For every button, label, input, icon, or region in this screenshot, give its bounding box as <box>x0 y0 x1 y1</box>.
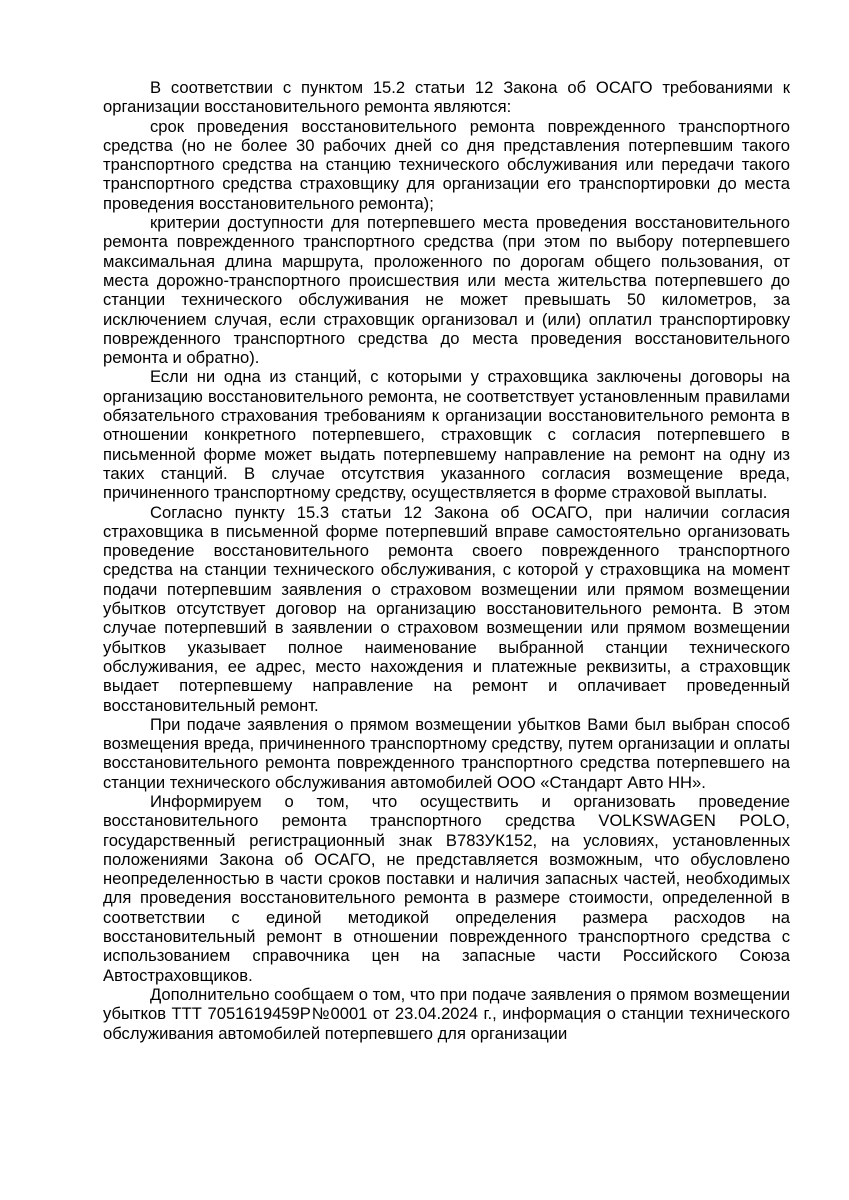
paragraph-chosen-method: При подаче заявления о прямом возмещении убытков Вами был выбран способ возмещения вреда, причиненного транспортному средству, путем организации и оплаты восстановительного ремонта поврежденного транспортного средства потерпевшего на станции технического обслуживания автомобилей ООО «Стандарт Авто НН». <box>103 714 790 792</box>
paragraph-osago-15-3: Согласно пункту 15.3 статьи 12 Закона об ОСАГО, при наличии согласия страховщика в письменной форме потерпевший вправе самостоятельно организовать проведение восстановительного ремонта своего поврежденного транспортного средства на станции технического обслуживания, с которой у страховщика на момент подачи потерпевшим заявления о страховом возмещении или прямом возмещении убытков отсутствует договор на организацию восстановительного ремонта. В этом случае потерпевший в заявлении о страховом возмещении или прямом возмещении убытков указывает полное наименование выбранной станции технического обслуживания, ее адрес, место нахождения и платежные реквизиты, а страховщик выдает потерпевшему направление на ремонт и оплачивает проведенный восстановительный ремонт. <box>103 502 790 715</box>
paragraph-osago-15-2: В соответствии с пунктом 15.2 статьи 12 Закона об ОСАГО требованиями к организации восстановительного ремонта являются: <box>103 78 790 117</box>
paragraph-additional-info: Дополнительно сообщаем о том, что при подаче заявления о прямом возмещении убытков ТТТ 7051619459P№0001 от 23.04.2024 г., информация о станции технического обслуживания автомобилей потерпевшего для организации <box>103 984 790 1043</box>
paragraph-no-matching-station: Если ни одна из станций, с которыми у страховщика заключены договоры на организацию восстановительного ремонта, не соответствует установленным правилами обязательного страхования требованиям к организации восстановительного ремонта в отношении конкретного потерпевшего, страховщик с согласия потерпевшего в письменной форме может выдать потерпевшему направление на ремонт на одну из таких станций. В случае отсутствия указанного согласия возмещение вреда, причиненного транспортному средству, осуществляется в форме страховой выплаты. <box>103 367 790 503</box>
paragraph-accessibility-criteria: критерии доступности для потерпевшего места проведения восстановительного ремонта поврежденного транспортного средства (при этом по выбору потерпевшего максимальная длина маршрута, проложенного по дорогам общего пользования, от места дорожно-транспортного происшествия или места жительства потерпевшего до станции технического обслуживания не может превышать 50 километров, за исключением случая, если страховщик организовал и (или) оплатил транспортировку поврежденного транспортного средства до места проведения восстановительного ремонта и обратно). <box>103 213 790 368</box>
paragraph-repair-impossible: Информируем о том, что осуществить и организовать проведение восстановительного ремонта транспортного средства VOLKSWAGEN POLO, государственный регистрационный знак В783УК152, на условиях, установленных положениями Закона об ОСАГО, не представляется возможным, что обусловлено неопределенностью в части сроков поставки и наличия запасных частей, необходимых для проведения восстановительного ремонта в размере стоимости, определенной в соответствии с единой методикой определения размера расходов на восстановительный ремонт в отношении поврежденного транспортного средства с использованием справочника цен на запасные части Российского Союза Автостраховщиков. <box>103 791 790 985</box>
paragraph-repair-deadline: срок проведения восстановительного ремонта поврежденного транспортного средства (но не более 30 рабочих дней со дня представления потерпевшим такого транспортного средства на станцию технического обслуживания или передачи такого транспортного средства страховщику для организации его транспортировки до места проведения восстановительного ремонта); <box>103 116 790 213</box>
document-body <box>103 78 790 1043</box>
